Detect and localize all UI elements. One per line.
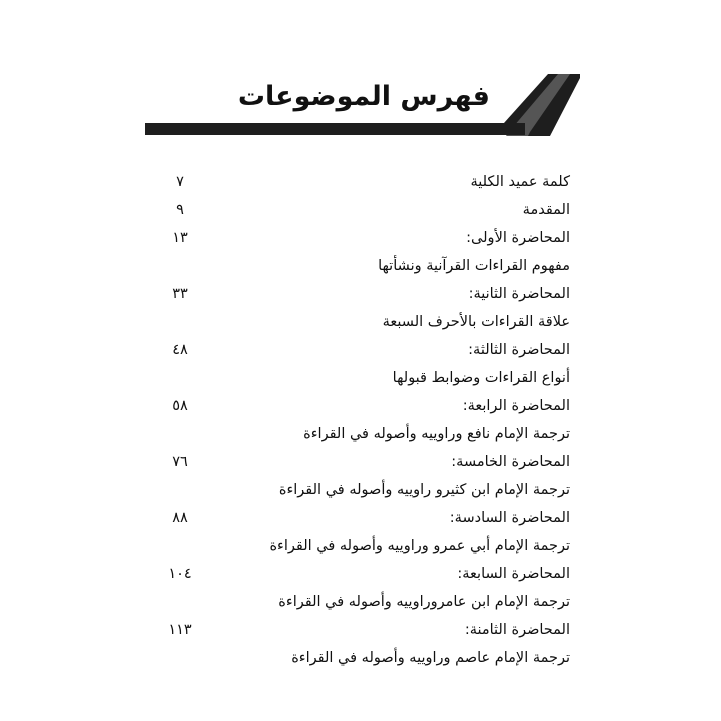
table-of-contents: [150, 168, 570, 672]
toc-entry: [150, 504, 570, 532]
toc-entry-subtitle: مفهوم القراءات القرآنية ونشأتها: [378, 258, 570, 274]
toc-entry-subtitle-row: [150, 308, 570, 336]
page-title: فهرس الموضوعات: [237, 81, 490, 112]
toc-entry: [150, 616, 570, 644]
toc-entry: [150, 448, 570, 476]
page-header: [0, 0, 721, 150]
toc-entry-subtitle-row: [150, 476, 570, 504]
toc-entry-subtitle: ترجمة الإمام عاصم وراوييه وأصوله في القراءة: [291, 650, 570, 666]
toc-entry-subtitle: ترجمة الإمام ابن عامروراوييه وأصوله في القراءة: [278, 594, 570, 610]
toc-entry-page: ١٣: [172, 230, 188, 246]
toc-entry-subtitle: ترجمة الإمام ابن كثيرو راوييه وأصوله في القراءة: [278, 482, 570, 498]
toc-entry-title: المحاضرة الأولى:: [466, 230, 570, 246]
toc-entry: [150, 392, 570, 420]
toc-entry-page: ٣٣: [172, 286, 188, 302]
toc-entry-page: ٩: [176, 202, 184, 218]
toc-entry-page: ٤٨: [172, 342, 188, 358]
toc-entry-subtitle-row: [150, 644, 570, 672]
toc-entry-subtitle-row: [150, 588, 570, 616]
header-ribbon-graphic: [480, 70, 580, 136]
toc-entry-title: المحاضرة السابعة:: [457, 566, 570, 582]
toc-entry-subtitle: ترجمة الإمام نافع وراوييه وأصوله في القراءة: [303, 426, 570, 442]
toc-entry: [150, 336, 570, 364]
toc-entry: [150, 168, 570, 196]
toc-entry-page: ٧: [176, 174, 184, 190]
toc-entry-page: ١٠٤: [168, 566, 192, 582]
toc-entry: [150, 196, 570, 224]
toc-entry-title: المحاضرة السادسة:: [449, 510, 570, 526]
toc-entry-title: كلمة عميد الكلية: [470, 174, 570, 190]
toc-entry-title: المقدمة: [522, 202, 570, 218]
toc-entry: [150, 280, 570, 308]
toc-entry-title: المحاضرة الخامسة:: [451, 454, 570, 470]
toc-entry-title: المحاضرة الثامنة:: [464, 622, 570, 638]
toc-entry-page: ٧٦: [172, 454, 188, 470]
header-rule: [145, 123, 525, 135]
toc-entry-title: المحاضرة الرابعة:: [462, 398, 570, 414]
toc-entry-subtitle-row: [150, 252, 570, 280]
toc-entry-page: ٨٨: [172, 510, 188, 526]
toc-entry: [150, 224, 570, 252]
toc-entry-subtitle-row: [150, 420, 570, 448]
toc-entry-subtitle-row: [150, 532, 570, 560]
toc-entry-title: المحاضرة الثانية:: [468, 286, 570, 302]
toc-entry-subtitle-row: [150, 364, 570, 392]
toc-entry-title: المحاضرة الثالثة:: [468, 342, 570, 358]
toc-entry: [150, 560, 570, 588]
toc-entry-subtitle: ترجمة الإمام أبي عمرو وراوييه وأصوله في القراءة: [269, 538, 570, 554]
toc-entry-subtitle: علاقة القراءات بالأحرف السبعة: [382, 314, 570, 330]
toc-entry-page: ٥٨: [172, 398, 188, 414]
toc-entry-subtitle: أنواع القراءات وضوابط قبولها: [392, 370, 570, 386]
toc-entry-page: ١١٣: [168, 622, 192, 638]
